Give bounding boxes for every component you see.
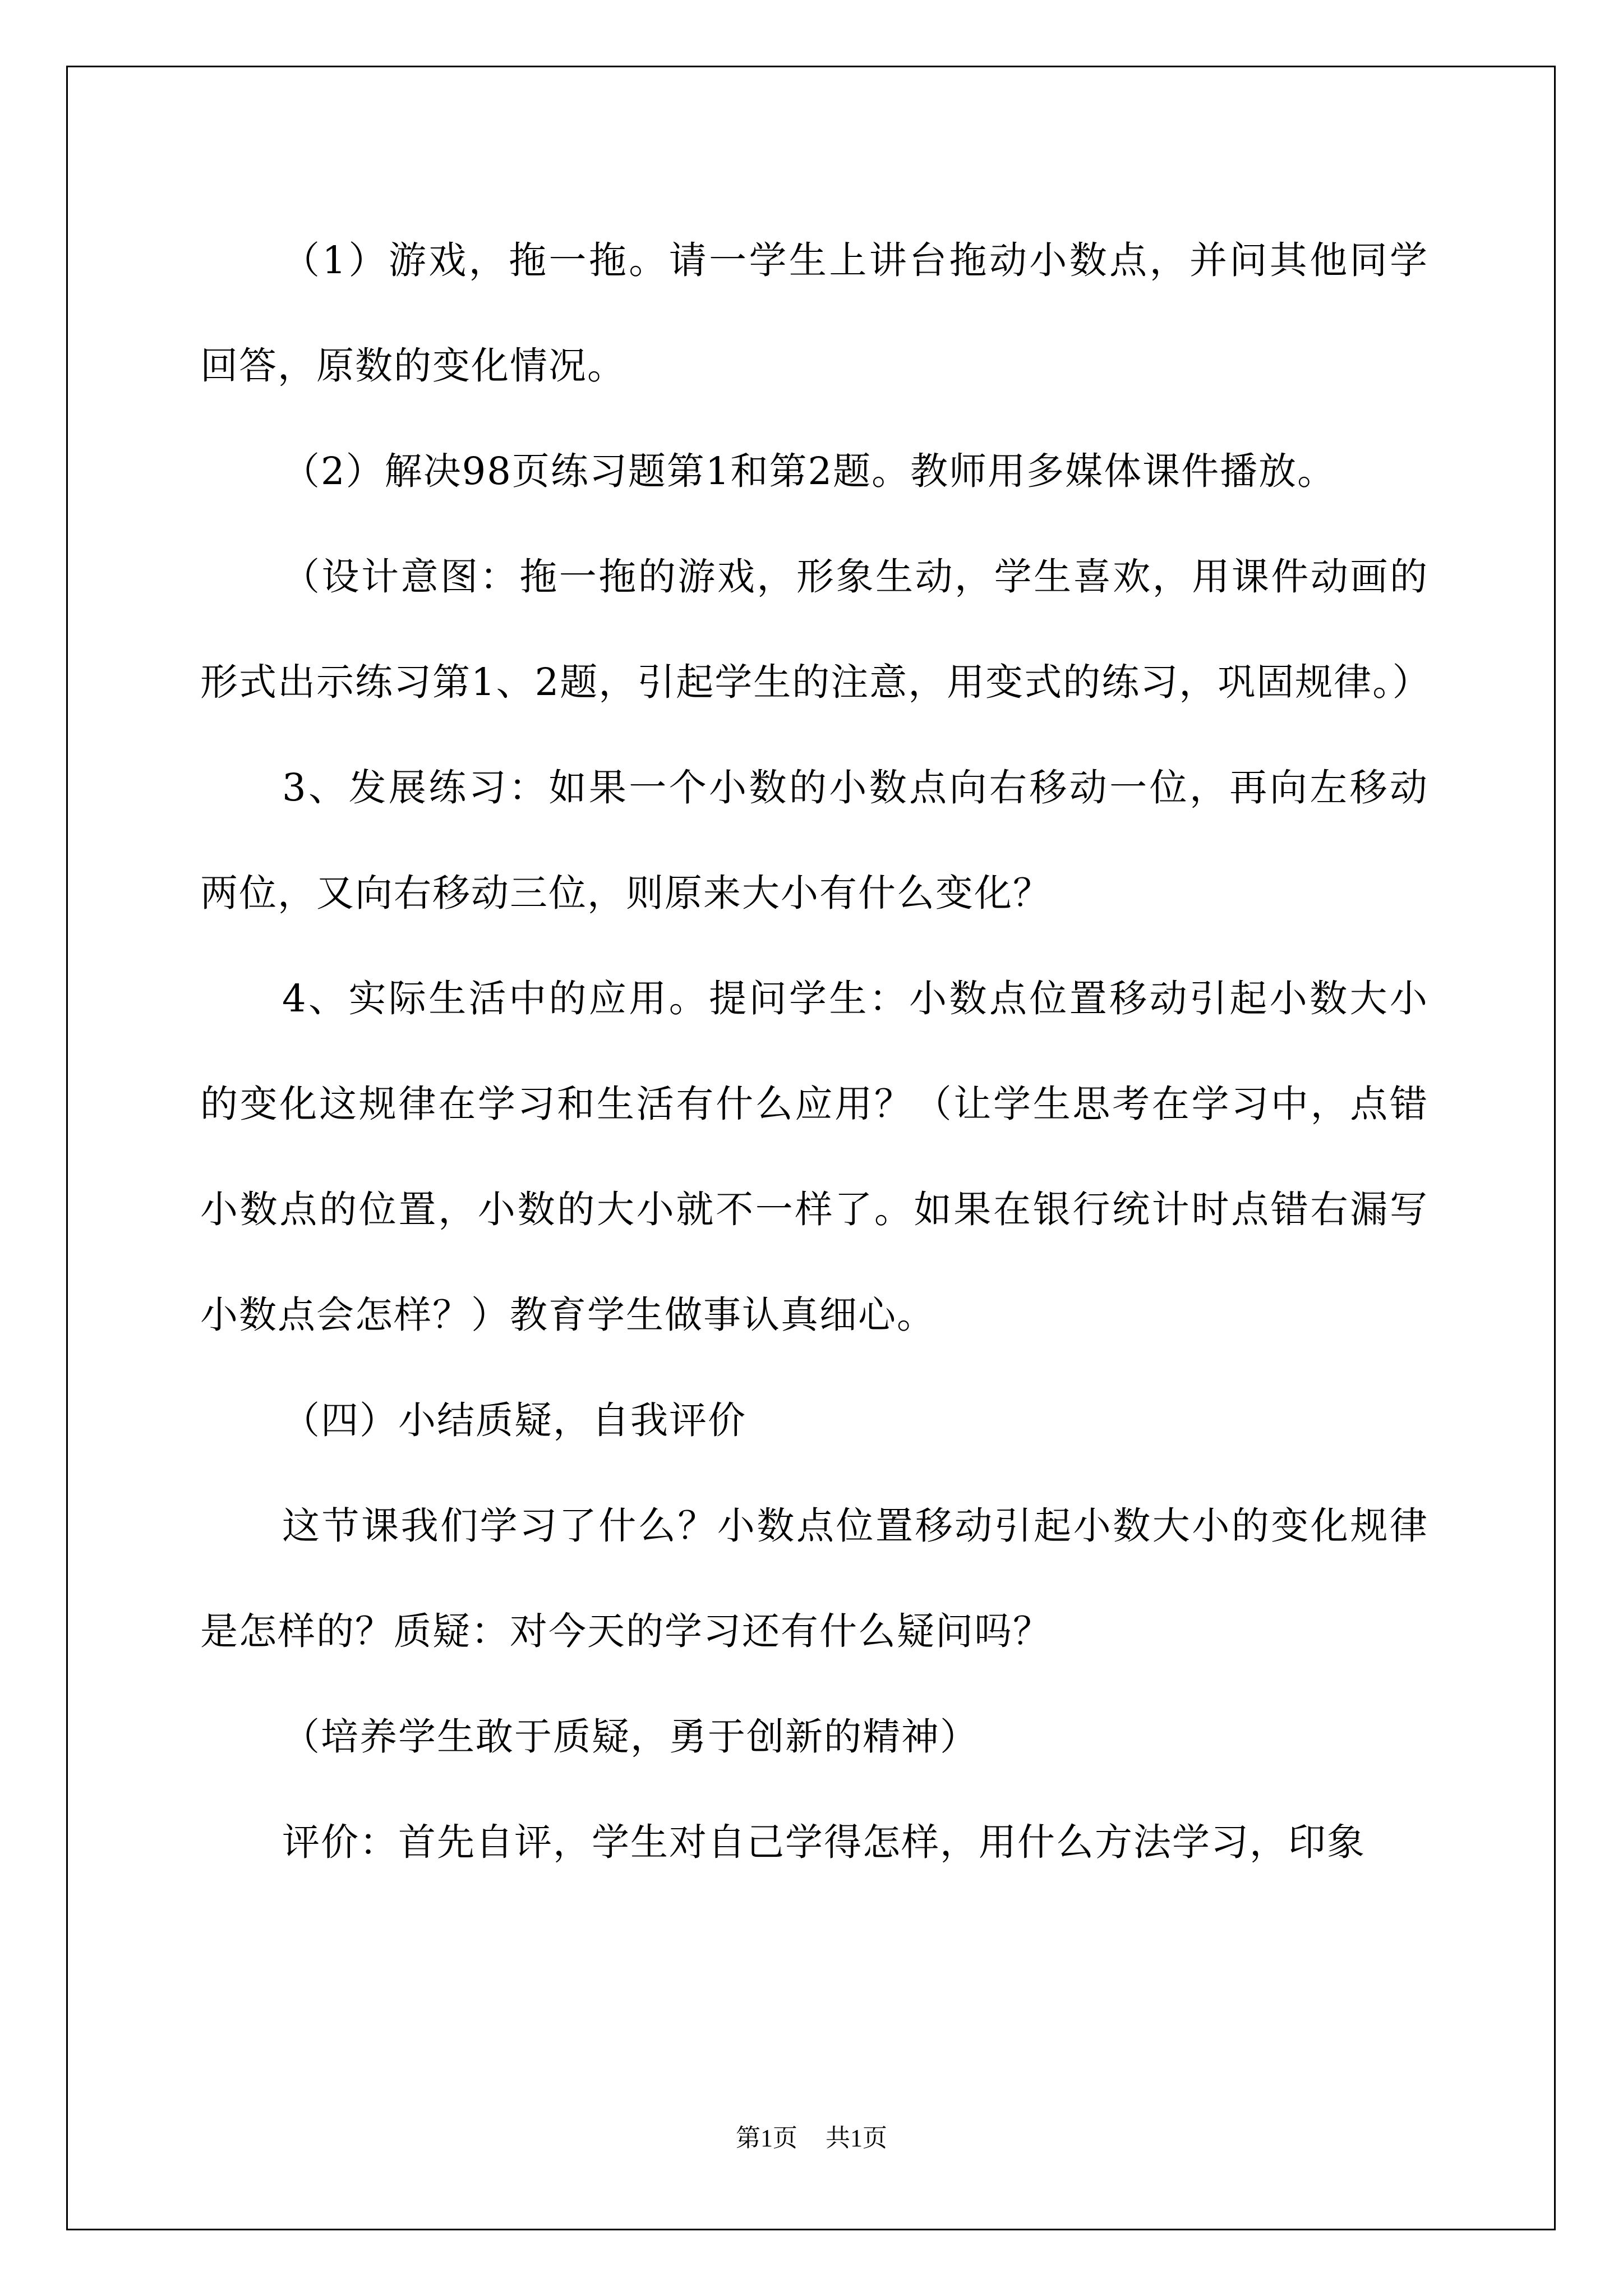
paragraph-summary-questions: 这节课我们学习了什么？小数点位置移动引起小数大小的变化规律是怎样的？质疑：对今天的学习还有什么疑问吗？ — [200, 1504, 1428, 1653]
section-heading-summary: （四）小结质疑，自我评价 — [282, 1398, 746, 1442]
paragraph-evaluation: 评价：首先自评，学生对自己学得怎样，用什么方法学习，印象 — [282, 1820, 1366, 1864]
paragraph-cultivate-spirit: （培养学生敢于质疑，勇于创新的精神） — [282, 1715, 979, 1759]
document-body — [200, 208, 1431, 1895]
page-number: 第1页 — [736, 2124, 797, 2152]
paragraph-real-life-application: 4、实际生活中的应用。提问学生：小数点位置移动引起小数大小的变化这规律在学习和生活有什么应用？（让学生思考在学习中，点错小数点的位置，小数的大小就不一样了。如果在银行统计时点错右漏写小数点会怎样？）教育学生做事认真细心。 — [200, 977, 1428, 1337]
paragraph-exercise-98: （2）解决98页练习题第1和第2题。教师用多媒体课件播放。 — [282, 449, 1336, 493]
paragraph-design-intent: （设计意图：拖一拖的游戏，形象生动，学生喜欢，用课件动画的形式出示练习第1、2题，引起学生的注意，用变式的练习，巩固规律。） — [200, 555, 1431, 704]
paragraph-development-exercise: 3、发展练习：如果一个小数的小数点向右移动一位，再向左移动两位，又向右移动三位，则原来大小有什么变化？ — [200, 766, 1428, 915]
paragraph-game-drag: （1）游戏，拖一拖。请一学生上讲台拖动小数点，并问其他同学回答，原数的变化情况。 — [200, 238, 1428, 388]
page-footer — [0, 2122, 1623, 2155]
page-total: 共1页 — [826, 2124, 887, 2152]
